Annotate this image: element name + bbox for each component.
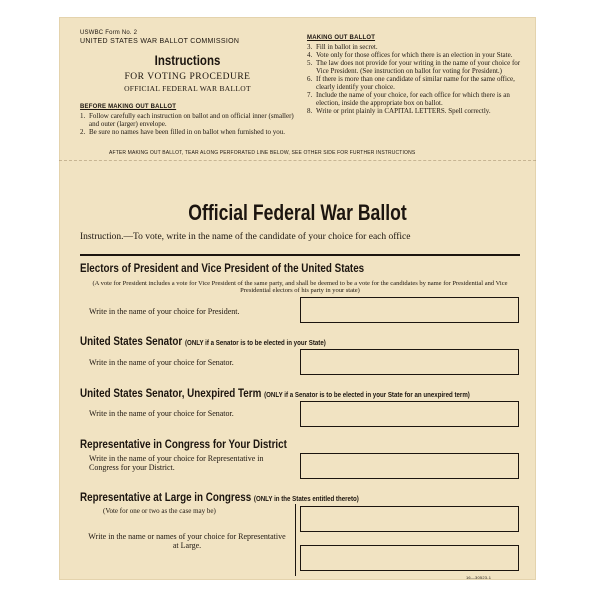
senator-unexpired-write-in-box[interactable] bbox=[300, 401, 519, 427]
step-text: Include the name of your choice, for each office for which there is an election, inside the appropriate box on ballot. bbox=[316, 91, 510, 107]
list-item: 1. Follow carefully each instruction on ballot and on official inner (smaller) and outer (larger) envelope. bbox=[80, 112, 294, 128]
step-text: The law does not provide for your writing in the name of your choice for Vice President. (See instruction on ballot for voting for President.) bbox=[316, 59, 521, 75]
ballot-document bbox=[59, 17, 536, 580]
divider bbox=[80, 254, 520, 256]
list-item: 4. Vote only for those offices for which there is an election in your State. bbox=[307, 51, 513, 59]
representative-write-in-box[interactable] bbox=[300, 453, 519, 479]
senator-unexpired-prompt: Write in the name of your choice for Senator. bbox=[89, 409, 234, 418]
rep-at-large-vote-note: (Vote for one or two as the case may be) bbox=[103, 507, 216, 515]
list-item: 6. If there is more than one candidate of similar name for the same office, clearly identify your choice. bbox=[307, 75, 515, 91]
senator-heading: United States Senator (ONLY if a Senator is to be elected in your State) bbox=[80, 334, 326, 348]
rep-at-large-prompt: Write in the name or names of your choice for Representative at Large. bbox=[88, 532, 286, 550]
president-heading: Electors of President and Vice President of the United States bbox=[80, 261, 365, 275]
step-text: Write or print plainly in CAPITAL LETTERS. Spell correctly. bbox=[316, 107, 491, 115]
president-prompt: Write in the name of your choice for President. bbox=[89, 307, 240, 316]
list-item: 7. Include the name of your choice, for each office for which there is an election, inside the appropriate box on ballot. bbox=[307, 91, 510, 107]
step-text: Fill in ballot in secret. bbox=[316, 43, 378, 51]
representative-heading: Representative in Congress for Your District bbox=[80, 437, 287, 451]
step-text: Vote only for those offices for which there is an election in your State. bbox=[316, 51, 513, 59]
list-item: 3. Fill in ballot in secret. bbox=[307, 43, 378, 51]
before-steps-list bbox=[80, 112, 295, 136]
senator-write-in-box[interactable] bbox=[300, 349, 519, 375]
senator-unexpired-heading: United States Senator, Unexpired Term (ONLY if a Senator is to be elected in your State for an unexpired term) bbox=[80, 386, 470, 400]
rep-at-large-heading: Representative at Large in Congress (ONLY in the States entitled thereto) bbox=[80, 490, 359, 504]
president-write-in-box[interactable] bbox=[300, 297, 519, 323]
president-note: (A vote for President includes a vote for Vice President of the same party, and shall be deemed to be a vote for the candidates by name for Presidential and Vice Presidential electors of his party in your state) bbox=[92, 280, 508, 294]
form-number: USWBC Form No. 2 bbox=[80, 30, 138, 36]
making-steps-list bbox=[307, 43, 522, 115]
ballot-instruction: Instruction.—To vote, write in the name of the candidate of your choice for each office bbox=[80, 232, 411, 242]
instructions-subtitle-2: OFFICIAL FEDERAL WAR BALLOT bbox=[124, 84, 251, 93]
step-text: Be sure no names have been filled in on ballot when furnished to you. bbox=[89, 128, 285, 136]
representative-prompt: Write in the name of your choice for Representative in Congress for your District. bbox=[89, 454, 264, 472]
step-text: Follow carefully each instruction on ballot and on official inner (smaller) and outer (larger) envelope. bbox=[89, 112, 294, 128]
rep-at-large-write-in-box-2[interactable] bbox=[300, 545, 519, 571]
tear-instruction: AFTER MAKING OUT BALLOT, TEAR ALONG PERFORATED LINE BELOW, SEE OTHER SIDE FOR FURTHER INSTRUCTIONS bbox=[109, 150, 416, 156]
instructions-subtitle: FOR VOTING PROCEDURE bbox=[124, 72, 251, 82]
senator-prompt: Write in the name of your choice for Senator. bbox=[89, 358, 234, 367]
rep-at-large-write-in-box-1[interactable] bbox=[300, 506, 519, 532]
before-section-heading: BEFORE MAKING OUT BALLOT bbox=[80, 104, 177, 110]
list-item: 5. The law does not provide for your writing in the name of your choice for Vice President. (See instruction on ballot for voting for President.) bbox=[307, 59, 521, 75]
print-code: 16—30523-1 bbox=[466, 575, 492, 580]
list-item: 2. Be sure no names have been filled in on ballot when furnished to you. bbox=[80, 128, 285, 136]
list-item: 8. Write or print plainly in CAPITAL LETTERS. Spell correctly. bbox=[307, 107, 491, 115]
commission-name: UNITED STATES WAR BALLOT COMMISSION bbox=[80, 38, 240, 45]
ballot-title: Official Federal War Ballot bbox=[188, 200, 407, 225]
making-section-heading: MAKING OUT BALLOT bbox=[307, 35, 376, 41]
instructions-title: Instructions bbox=[154, 52, 221, 68]
step-text: If there is more than one candidate of similar name for the same office, clearly identify your choice. bbox=[316, 75, 515, 91]
perforated-line bbox=[59, 160, 536, 161]
